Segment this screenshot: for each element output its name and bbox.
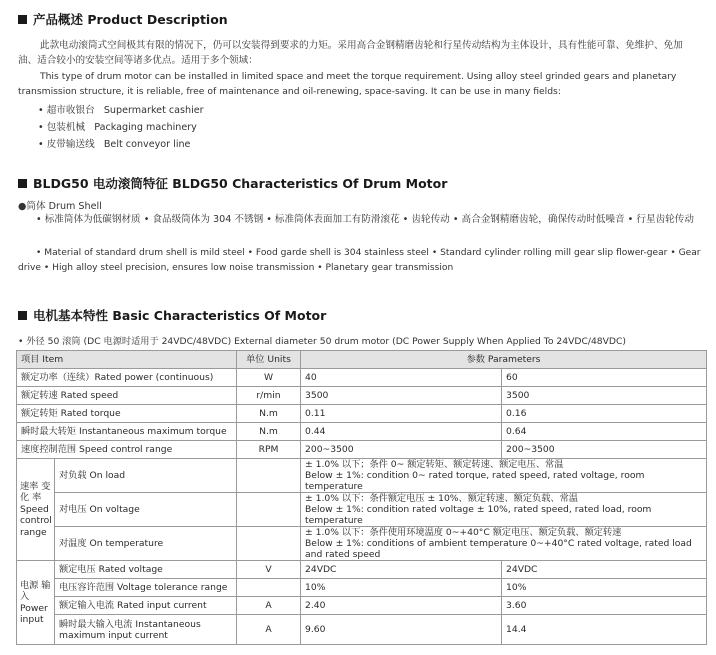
description-cn: 此款电动滚筒式空间极其有限的情况下，仍可以安装得到要求的力矩。采用高合金钢精磨齿轮和行星传动结构为主体设计，具有性能可靠、免维护、免加油、适合较小的安装空间等诸多优点。适用于多个领域： bbox=[18, 40, 683, 66]
row-item: 额定转矩 Rated torque bbox=[17, 405, 237, 423]
row-item: 电压容许范围 Voltage tolerance range bbox=[55, 579, 237, 597]
row-item: 额定功率（连续）Rated power (continuous) bbox=[17, 369, 237, 387]
row-value-2: 60 bbox=[502, 369, 707, 387]
motor-characteristics-table bbox=[16, 350, 707, 645]
table-row bbox=[17, 459, 707, 493]
row-item: 速度控制范围 Speed control range bbox=[17, 441, 237, 459]
row-item: 瞬时最大转矩 Instantaneous maximum torque bbox=[17, 423, 237, 441]
row-item: 对电压 On voltage bbox=[55, 493, 237, 527]
table-row bbox=[17, 527, 707, 561]
drum-shell-subheading: ●筒体 Drum Shell bbox=[18, 201, 102, 212]
field-en: Belt conveyor line bbox=[103, 139, 191, 150]
row-unit: W bbox=[237, 369, 301, 387]
field-cn: 包装机械 bbox=[46, 122, 86, 133]
table-row bbox=[17, 423, 707, 441]
row-value-1: 24VDC bbox=[301, 561, 502, 579]
row-value-1: 0.11 bbox=[301, 405, 502, 423]
characteristics-en: • Material of standard drum shell is mild steel • Food garde shell is 304 stainless steel • Standard cylinder rolling mill gear slip flower-gear • Gear drive • High alloy steel precision, ensures low noise transmission • Planetary gear transmission bbox=[18, 248, 701, 273]
motor-heading bbox=[18, 306, 326, 324]
row-value-1: 200~3500 bbox=[301, 441, 502, 459]
field-en: Supermarket cashier bbox=[103, 105, 204, 116]
table-row bbox=[17, 561, 707, 579]
field-item: • 包装机械 Packaging machinery bbox=[38, 122, 197, 133]
row-value-1: 10% bbox=[301, 579, 502, 597]
row-item: 瞬时最大输入电流 Instantaneous maximum input current bbox=[55, 615, 237, 645]
row-value-2: 14.4 bbox=[502, 615, 707, 645]
table-row bbox=[17, 369, 707, 387]
header-parameters: 参数 Parameters bbox=[301, 351, 707, 369]
row-unit bbox=[237, 459, 301, 493]
heading-text: 产品概述 Product Description bbox=[33, 12, 228, 27]
square-bullet-icon bbox=[18, 15, 27, 24]
condition-en: Below ± 1%: conditions of ambient temperature 0~+40°C rated voltage, rated load and rated speed bbox=[305, 538, 692, 560]
condition-en: Below ± 1%: condition rated voltage ± 10%, rated speed, rated load, room temperature bbox=[305, 504, 652, 526]
row-unit: r/min bbox=[237, 387, 301, 405]
row-item: 对负载 On load bbox=[55, 459, 237, 493]
row-condition bbox=[301, 527, 707, 561]
table-row bbox=[17, 387, 707, 405]
field-item: • 皮带输送线 Belt conveyor line bbox=[38, 139, 191, 150]
row-item: 额定输入电流 Rated input current bbox=[55, 597, 237, 615]
characteristics-heading bbox=[18, 174, 447, 192]
row-value-2: 0.16 bbox=[502, 405, 707, 423]
field-item: • 超市收银台 Supermarket cashier bbox=[38, 105, 204, 116]
row-unit: RPM bbox=[237, 441, 301, 459]
field-en: Packaging machinery bbox=[94, 122, 197, 133]
row-item: 对温度 On temperature bbox=[55, 527, 237, 561]
row-item: 额定转速 Rated speed bbox=[17, 387, 237, 405]
row-value-2: 3500 bbox=[502, 387, 707, 405]
speed-control-group-label: 速率 变化 率 Speed control range bbox=[17, 459, 55, 561]
heading-text: 电机基本特性 Basic Characteristics Of Motor bbox=[33, 308, 327, 323]
heading-text: BLDG50 电动滚筒特征 BLDG50 Characteristics Of Drum Motor bbox=[33, 176, 448, 191]
row-unit: N.m bbox=[237, 405, 301, 423]
condition-cn: ± 1.0% 以下：条件使用环境温度 0~+40°C 额定电压、额定负载、额定转速 bbox=[305, 527, 622, 538]
table-row bbox=[17, 405, 707, 423]
characteristics-cn: • 标准筒体为低碳钢材质 • 食品级筒体为 304 不锈钢 • 标准筒体表面加工有防滑滚花 • 齿轮传动 • 高合金钢精磨齿轮，确保传动时低噪音 • 行星齿轮传动 bbox=[36, 214, 694, 225]
row-value-1: 3500 bbox=[301, 387, 502, 405]
row-unit: V bbox=[237, 561, 301, 579]
header-units: 单位 Units bbox=[237, 351, 301, 369]
row-unit bbox=[237, 579, 301, 597]
row-unit bbox=[237, 527, 301, 561]
header-item: 项目 Item bbox=[17, 351, 237, 369]
table-row bbox=[17, 493, 707, 527]
row-unit: A bbox=[237, 597, 301, 615]
row-value-2: 3.60 bbox=[502, 597, 707, 615]
row-value-2: 0.64 bbox=[502, 423, 707, 441]
product-description-heading bbox=[18, 10, 228, 28]
row-value-2: 10% bbox=[502, 579, 707, 597]
power-input-group-label: 电源 输入 Power input bbox=[17, 561, 55, 645]
row-unit bbox=[237, 493, 301, 527]
square-bullet-icon bbox=[18, 311, 27, 320]
table-row bbox=[17, 615, 707, 645]
row-value-1: 40 bbox=[301, 369, 502, 387]
square-bullet-icon bbox=[18, 179, 27, 188]
condition-cn: ± 1.0% 以下：条件额定电压 ± 10%、额定转速、额定负载、常温 bbox=[305, 493, 578, 504]
row-value-1: 9.60 bbox=[301, 615, 502, 645]
table-header-row bbox=[17, 351, 707, 369]
table-row bbox=[17, 441, 707, 459]
row-condition bbox=[301, 493, 707, 527]
description-en: This type of drum motor can be installed in limited space and meet the torque requirement. Using alloy steel grinded gears and planetary transmission structure, it is reliable, free of maintenance and oil-renewing, space-saving. It can be use in many fields: bbox=[18, 71, 677, 97]
row-unit: A bbox=[237, 615, 301, 645]
row-value-2: 200~3500 bbox=[502, 441, 707, 459]
row-value-2: 24VDC bbox=[502, 561, 707, 579]
row-value-1: 2.40 bbox=[301, 597, 502, 615]
table-row bbox=[17, 579, 707, 597]
condition-en: Below ± 1%: condition 0~ rated torque, rated speed, rated voltage, room temperature bbox=[305, 470, 645, 492]
row-condition bbox=[301, 459, 707, 493]
field-cn: 皮带输送线 bbox=[46, 139, 95, 150]
row-value-1: 0.44 bbox=[301, 423, 502, 441]
row-item: 额定电压 Rated voltage bbox=[55, 561, 237, 579]
table-note: • 外径 50 滚筒 (DC 电源时适用于 24VDC/48VDC) External diameter 50 drum motor (DC Power Supply When Applied To 24VDC/48VDC) bbox=[18, 336, 627, 347]
row-unit: N.m bbox=[237, 423, 301, 441]
condition-cn: ± 1.0% 以下；条件 0~ 额定转矩、额定转速、额定电压、常温 bbox=[305, 459, 564, 470]
table-row bbox=[17, 597, 707, 615]
field-cn: 超市收银台 bbox=[46, 105, 95, 116]
